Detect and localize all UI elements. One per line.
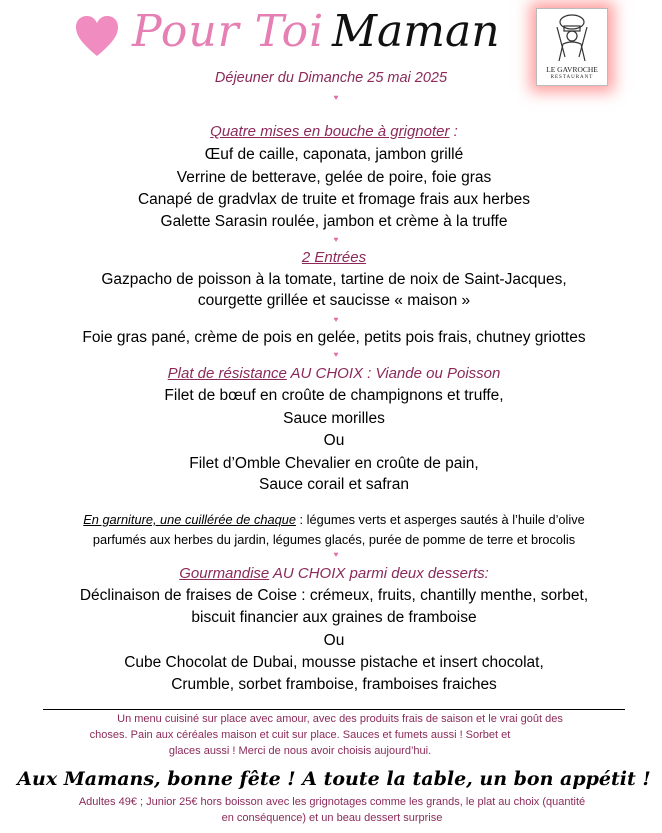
menu-item: Sauce corail et safran	[259, 476, 409, 493]
garniture-line: En garniture, une cuillérée de chaque : légumes verts et asperges sautés à l’huile d’olive	[83, 512, 585, 527]
menu-item: Gazpacho de poisson à la tomate, tartine de noix de Saint-Jacques,	[101, 271, 567, 288]
menu-item: Cube Chocolat de Dubai, mousse pistache et insert chocolat,	[124, 654, 544, 671]
logo-sub: RESTAURANT	[550, 75, 594, 80]
heart-divider-icon: ♥	[333, 315, 339, 324]
menu-item: Filet d’Omble Chevalier en croûte de pain,	[189, 455, 479, 472]
garniture-line-2: parfumés aux herbes du jardin, légumes glacés, purée de pomme de terre et brocolis	[92, 532, 576, 547]
menu-item: Galette Sarasin roulée, jambon et crème à la truffe	[160, 213, 508, 230]
menu-item: Sauce morilles	[283, 410, 385, 427]
price-line: en conséquence) et un beau dessert surprise	[221, 812, 443, 824]
footer-note-line: Un menu cuisiné sur place avec amour, avec des produits frais de saison et le vrai goût des	[117, 713, 563, 725]
menu-item: Déclinaison de fraises de Coise : crémeux, fruits, chantilly menthe, sorbet,	[79, 587, 589, 604]
price-line: Adultes 49€ ; Junior 25€ hors boisson avec les grignotages comme les grands, le plat au choix (quantité	[78, 796, 586, 808]
menu-item: Foie gras pané, crème de pois en gelée, petits pois frais, chutney griottes	[82, 329, 586, 346]
menu-item: Crumble, sorbet framboise, framboises fraiches	[171, 676, 497, 693]
heart-divider-icon: ♥	[333, 93, 339, 102]
menu-item: courgette grillée et saucisse « maison »	[197, 292, 471, 309]
menu-item: Ou	[323, 632, 345, 649]
heart-divider-icon: ♥	[333, 550, 339, 559]
section-title-amuse: Quatre mises en bouche à grignoter :	[210, 123, 458, 140]
footer-note-2	[60, 727, 540, 759]
heart-divider-icon: ♥	[333, 350, 339, 359]
footer-note	[40, 711, 640, 727]
chef-icon	[549, 13, 595, 63]
footer-note-line: glaces aussi ! Merci de nous avoir choisis aujourd’hui.	[168, 745, 432, 757]
price-info	[22, 794, 642, 826]
menu-item: biscuit financier aux graines de framboise	[191, 609, 477, 626]
logo-name: LE GAVROCHE	[546, 65, 598, 74]
menu-date: Déjeuner du Dimanche 25 mai 2025	[214, 70, 448, 86]
title-pour-toi: Pour Toi	[132, 6, 325, 57]
menu-item: Filet de bœuf en croûte de champignons et truffe,	[164, 387, 504, 404]
section-title-dessert: Gourmandise AU CHOIX parmi deux desserts:	[179, 565, 489, 582]
divider	[43, 709, 625, 710]
menu-header	[0, 0, 662, 80]
menu-item: Ou	[323, 432, 345, 449]
motto: Aux Mamans, bonne fête ! A toute la table, un bon appétit !	[17, 768, 651, 790]
section-title-plat: Plat de résistance AU CHOIX : Viande ou Poisson	[167, 365, 501, 382]
menu-item: Œuf de caille, caponata, jambon grillé	[204, 146, 464, 163]
section-title-entrees: 2 Entrées	[301, 249, 367, 266]
menu-item: Verrine de betterave, gelée de poire, foie gras	[176, 169, 492, 186]
title-maman: Maman	[332, 6, 500, 57]
footer-note-line: choses. Pain aux céréales maison et cuit sur place. Sauces et fumets aussi ! Sorbet et	[89, 729, 511, 741]
heart-icon	[74, 14, 120, 58]
menu-item: Canapé de gradvlax de truite et fromage frais aux herbes	[137, 191, 531, 208]
heart-divider-icon: ♥	[333, 235, 339, 244]
